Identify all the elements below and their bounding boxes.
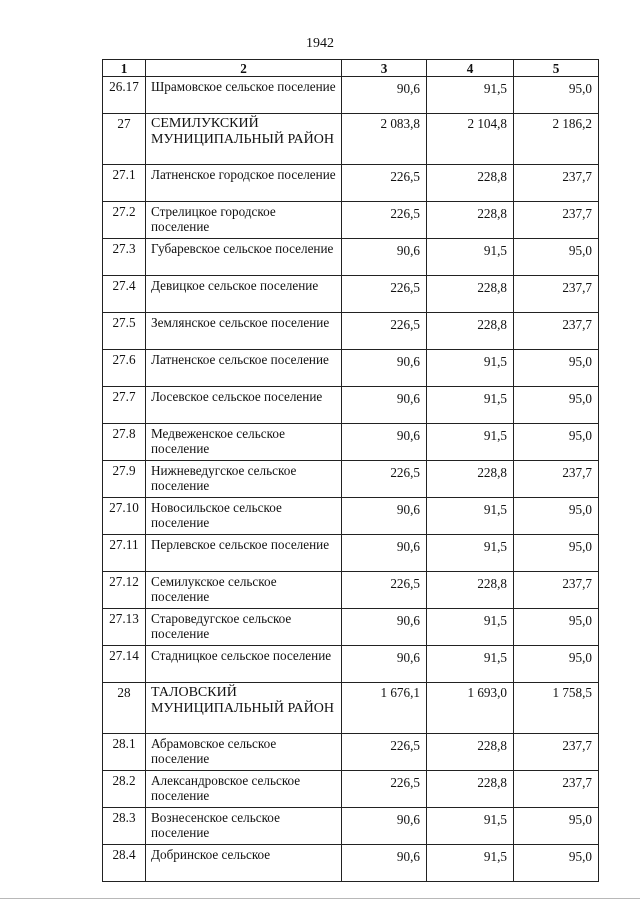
settlement-name: Латненское городское поселение <box>146 165 342 202</box>
value-column-5: 1 758,5 <box>514 683 599 734</box>
value-column-5: 237,7 <box>514 165 599 202</box>
table-row <box>103 845 599 882</box>
value-column-5: 95,0 <box>514 239 599 276</box>
value-column-4: 1 693,0 <box>427 683 514 734</box>
column-header-4: 4 <box>427 60 514 77</box>
value-column-5: 95,0 <box>514 350 599 387</box>
value-column-3: 226,5 <box>342 734 427 771</box>
value-column-3: 90,6 <box>342 350 427 387</box>
settlement-name: Стадницкое сельское поселение <box>146 646 342 683</box>
settlement-name: Вознесенское сельское поселение <box>146 808 342 845</box>
settlement-name: Землянское сельское поселение <box>146 313 342 350</box>
value-column-3: 226,5 <box>342 313 427 350</box>
value-column-5: 237,7 <box>514 313 599 350</box>
row-number: 27.7 <box>103 387 146 424</box>
value-column-4: 228,8 <box>427 165 514 202</box>
value-column-5: 95,0 <box>514 498 599 535</box>
value-column-5: 95,0 <box>514 845 599 882</box>
value-column-4: 228,8 <box>427 572 514 609</box>
settlement-name: Добринское сельское <box>146 845 342 882</box>
page-bottom-divider <box>0 898 640 899</box>
value-column-5: 95,0 <box>514 535 599 572</box>
value-column-3: 90,6 <box>342 424 427 461</box>
row-number: 27.3 <box>103 239 146 276</box>
row-number: 27.2 <box>103 202 146 239</box>
row-number: 27.1 <box>103 165 146 202</box>
page-number: 1942 <box>306 36 334 51</box>
value-column-3: 90,6 <box>342 387 427 424</box>
table-row <box>103 77 599 114</box>
row-number: 27.14 <box>103 646 146 683</box>
value-column-3: 90,6 <box>342 77 427 114</box>
table-row <box>103 572 599 609</box>
value-column-5: 237,7 <box>514 276 599 313</box>
value-column-3: 90,6 <box>342 808 427 845</box>
table-row <box>103 424 599 461</box>
table-row <box>103 461 599 498</box>
value-column-3: 90,6 <box>342 646 427 683</box>
value-column-3: 90,6 <box>342 535 427 572</box>
budget-table <box>102 59 599 882</box>
value-column-3: 226,5 <box>342 165 427 202</box>
settlement-name: Шрамовское сельское поселение <box>146 77 342 114</box>
value-column-3: 226,5 <box>342 461 427 498</box>
value-column-3: 2 083,8 <box>342 114 427 165</box>
settlement-name: Губаревское сельское поселение <box>146 239 342 276</box>
district-row <box>103 683 599 734</box>
table-row <box>103 771 599 808</box>
row-number: 27.11 <box>103 535 146 572</box>
value-column-3: 90,6 <box>342 845 427 882</box>
row-number: 27.8 <box>103 424 146 461</box>
row-number: 28 <box>103 683 146 734</box>
table-row <box>103 239 599 276</box>
value-column-5: 237,7 <box>514 734 599 771</box>
table-row <box>103 165 599 202</box>
settlement-name: Медвеженское сельское поселение <box>146 424 342 461</box>
value-column-4: 91,5 <box>427 808 514 845</box>
row-number: 27.5 <box>103 313 146 350</box>
table-row <box>103 535 599 572</box>
value-column-4: 228,8 <box>427 734 514 771</box>
row-number: 28.4 <box>103 845 146 882</box>
row-number: 28.3 <box>103 808 146 845</box>
value-column-5: 2 186,2 <box>514 114 599 165</box>
table-row <box>103 276 599 313</box>
settlement-name: Семилукское сельское поселение <box>146 572 342 609</box>
row-number: 28.1 <box>103 734 146 771</box>
column-header-2: 2 <box>146 60 342 77</box>
value-column-4: 228,8 <box>427 461 514 498</box>
row-number: 27 <box>103 114 146 165</box>
value-column-4: 91,5 <box>427 424 514 461</box>
value-column-4: 228,8 <box>427 202 514 239</box>
value-column-5: 95,0 <box>514 646 599 683</box>
value-column-3: 226,5 <box>342 572 427 609</box>
settlement-name: Перлевское сельское поселение <box>146 535 342 572</box>
value-column-4: 91,5 <box>427 387 514 424</box>
value-column-5: 237,7 <box>514 771 599 808</box>
value-column-4: 228,8 <box>427 313 514 350</box>
value-column-3: 1 676,1 <box>342 683 427 734</box>
table-row <box>103 646 599 683</box>
value-column-5: 95,0 <box>514 77 599 114</box>
settlement-name: Александровское сельское поселение <box>146 771 342 808</box>
value-column-4: 91,5 <box>427 845 514 882</box>
settlement-name: Абрамовское сельское поселение <box>146 734 342 771</box>
column-header-3: 3 <box>342 60 427 77</box>
value-column-3: 226,5 <box>342 276 427 313</box>
header-row <box>103 60 599 77</box>
settlement-name: Лосевское сельское поселение <box>146 387 342 424</box>
settlement-name: Новосильское сельское поселение <box>146 498 342 535</box>
table-row <box>103 350 599 387</box>
table-row <box>103 202 599 239</box>
value-column-4: 91,5 <box>427 239 514 276</box>
value-column-4: 228,8 <box>427 276 514 313</box>
value-column-4: 228,8 <box>427 771 514 808</box>
value-column-3: 90,6 <box>342 609 427 646</box>
value-column-5: 95,0 <box>514 808 599 845</box>
settlement-name: Староведугское сельское поселение <box>146 609 342 646</box>
value-column-3: 226,5 <box>342 771 427 808</box>
settlement-name: Нижневедугское сельское поселение <box>146 461 342 498</box>
value-column-5: 237,7 <box>514 461 599 498</box>
column-header-5: 5 <box>514 60 599 77</box>
table-body <box>103 77 599 882</box>
value-column-4: 91,5 <box>427 609 514 646</box>
table-row <box>103 498 599 535</box>
settlement-name: СЕМИЛУКСКИЙ МУНИЦИПАЛЬНЫЙ РАЙОН <box>146 114 342 165</box>
row-number: 27.10 <box>103 498 146 535</box>
value-column-5: 237,7 <box>514 202 599 239</box>
row-number: 28.2 <box>103 771 146 808</box>
value-column-4: 91,5 <box>427 646 514 683</box>
row-number: 27.4 <box>103 276 146 313</box>
value-column-3: 90,6 <box>342 498 427 535</box>
column-header-1: 1 <box>103 60 146 77</box>
row-number: 27.12 <box>103 572 146 609</box>
settlement-name: Латненское сельское поселение <box>146 350 342 387</box>
settlement-name: Стрелицкое городское поселение <box>146 202 342 239</box>
value-column-4: 91,5 <box>427 498 514 535</box>
table-row <box>103 313 599 350</box>
row-number: 26.17 <box>103 77 146 114</box>
row-number: 27.9 <box>103 461 146 498</box>
table-row <box>103 808 599 845</box>
value-column-3: 226,5 <box>342 202 427 239</box>
value-column-4: 91,5 <box>427 350 514 387</box>
table-row <box>103 609 599 646</box>
row-number: 27.13 <box>103 609 146 646</box>
value-column-4: 91,5 <box>427 77 514 114</box>
value-column-3: 90,6 <box>342 239 427 276</box>
value-column-5: 95,0 <box>514 424 599 461</box>
settlement-name: Девицкое сельское поселение <box>146 276 342 313</box>
table-row <box>103 734 599 771</box>
table-row <box>103 387 599 424</box>
value-column-4: 2 104,8 <box>427 114 514 165</box>
value-column-4: 91,5 <box>427 535 514 572</box>
value-column-5: 95,0 <box>514 609 599 646</box>
district-row <box>103 114 599 165</box>
settlement-name: ТАЛОВСКИЙ МУНИЦИПАЛЬНЫЙ РАЙОН <box>146 683 342 734</box>
row-number: 27.6 <box>103 350 146 387</box>
value-column-5: 237,7 <box>514 572 599 609</box>
value-column-5: 95,0 <box>514 387 599 424</box>
